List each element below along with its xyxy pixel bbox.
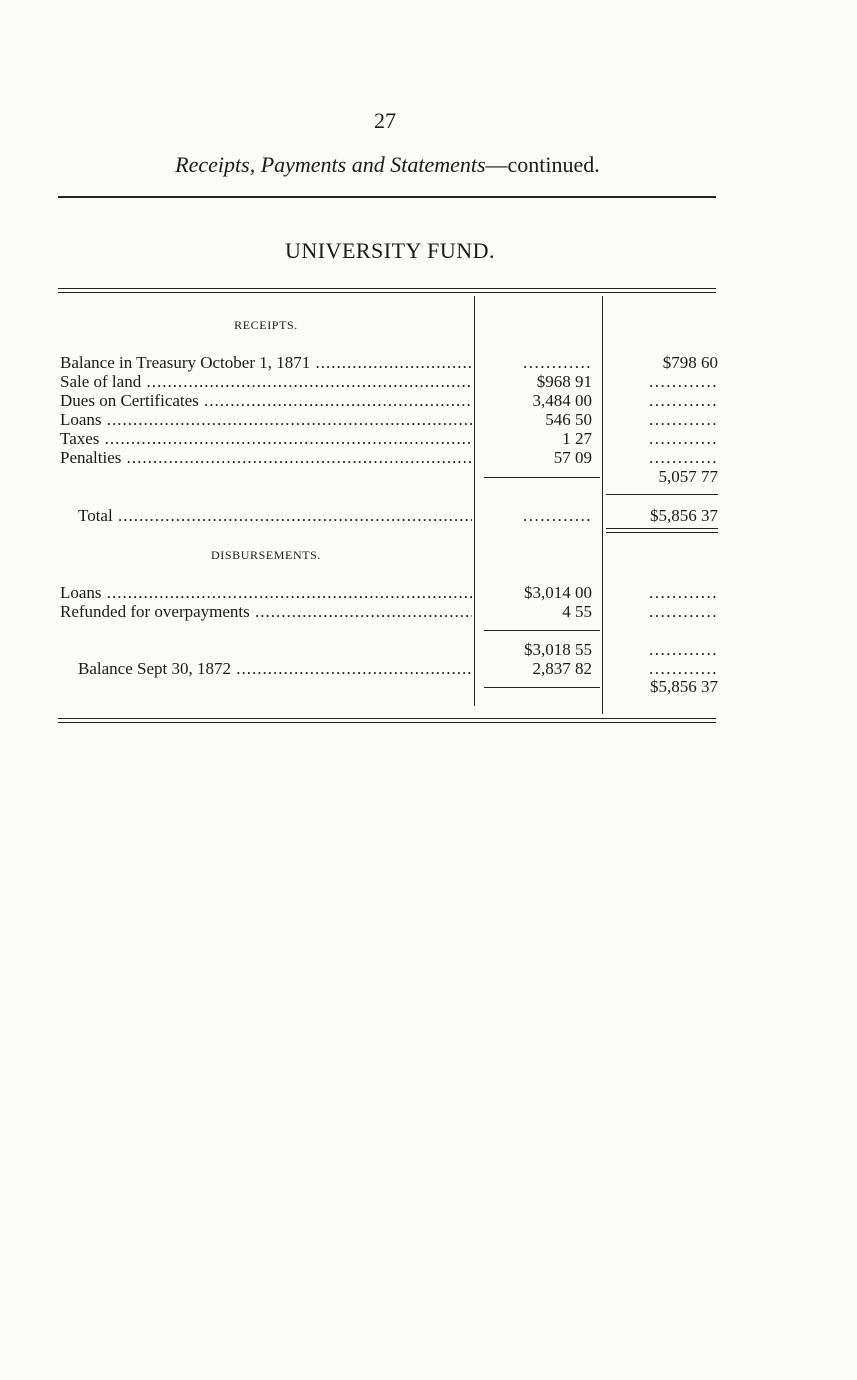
table-row bbox=[60, 602, 720, 621]
fund-title: UNIVERSITY FUND. bbox=[284, 238, 496, 263]
row-col1: 546 50 bbox=[545, 410, 592, 429]
receipts-heading: RECEIPTS. bbox=[234, 318, 298, 332]
total-label: Total ..... bbox=[78, 506, 472, 525]
disbursements-subtotal-row bbox=[60, 640, 720, 659]
row-col1: $3,014 00 bbox=[524, 583, 592, 602]
disbursements-subtotal-col2: ............ bbox=[649, 640, 718, 659]
row-col1: ............ bbox=[523, 353, 592, 372]
row-col2: ............ bbox=[649, 448, 718, 467]
row-label: Dues on Certificates ..... bbox=[60, 391, 472, 410]
running-title-continued: —continued. bbox=[485, 152, 600, 177]
balance-label: Balance Sept 30, 1872 ..... bbox=[78, 659, 472, 678]
header-rule bbox=[58, 196, 716, 198]
page-number: 27 bbox=[374, 108, 396, 133]
row-label: Balance in Treasury October 1, 1871 ..... bbox=[60, 353, 472, 372]
receipts-subtotal: 5,057 77 bbox=[658, 467, 718, 486]
table-row bbox=[60, 410, 720, 429]
running-title bbox=[60, 152, 715, 178]
disbursements-heading: DISBURSEMENTS. bbox=[210, 548, 322, 562]
disbursements-subtotal-rule bbox=[484, 630, 600, 631]
running-title-italic: Receipts, Payments and Statements bbox=[175, 152, 486, 177]
row-label: Penalties ..... bbox=[60, 448, 472, 467]
row-col1: 57 09 bbox=[553, 448, 592, 467]
row-label: Refunded for overpayments ..... bbox=[60, 602, 472, 621]
row-col2: ............ bbox=[649, 372, 718, 391]
row-col1: 1 27 bbox=[562, 429, 592, 448]
table-row bbox=[60, 429, 720, 448]
row-col1: $968 91 bbox=[536, 372, 592, 391]
row-col2: ............ bbox=[649, 410, 718, 429]
total-col1: ............ bbox=[523, 506, 592, 525]
row-col2: ............ bbox=[649, 429, 718, 448]
row-label: Loans ..... bbox=[60, 410, 472, 429]
total-double-rule bbox=[606, 528, 718, 533]
grand-total-row bbox=[60, 677, 720, 696]
balance-amount: 2,837 82 bbox=[532, 659, 592, 678]
total-amount: $5,856 37 bbox=[650, 506, 718, 525]
table-bottom-double-rule bbox=[58, 718, 716, 723]
table-row bbox=[60, 583, 720, 602]
disbursements-subtotal: $3,018 55 bbox=[524, 640, 592, 659]
table-top-double-rule bbox=[58, 288, 716, 293]
row-col2: $798 60 bbox=[662, 353, 718, 372]
row-label: Sale of land ..... bbox=[60, 372, 472, 391]
receipts-subtotal-row bbox=[60, 467, 720, 486]
balance-row bbox=[60, 659, 720, 678]
balance-col2: ............ bbox=[649, 659, 718, 678]
row-label: Taxes ..... bbox=[60, 429, 472, 448]
table-row bbox=[60, 448, 720, 467]
row-col1: 3,484 00 bbox=[532, 391, 592, 410]
row-col2: ............ bbox=[649, 602, 718, 621]
table-row bbox=[60, 391, 720, 410]
row-col2: ............ bbox=[649, 391, 718, 410]
col2-subtotal-rule bbox=[606, 494, 718, 495]
row-label: Loans ..... bbox=[60, 583, 472, 602]
row-col1: 4 55 bbox=[562, 602, 592, 621]
grand-total: $5,856 37 bbox=[650, 677, 718, 696]
row-col2: ............ bbox=[649, 583, 718, 602]
table-row bbox=[60, 372, 720, 391]
total-row bbox=[60, 506, 720, 525]
table-row bbox=[60, 353, 720, 372]
